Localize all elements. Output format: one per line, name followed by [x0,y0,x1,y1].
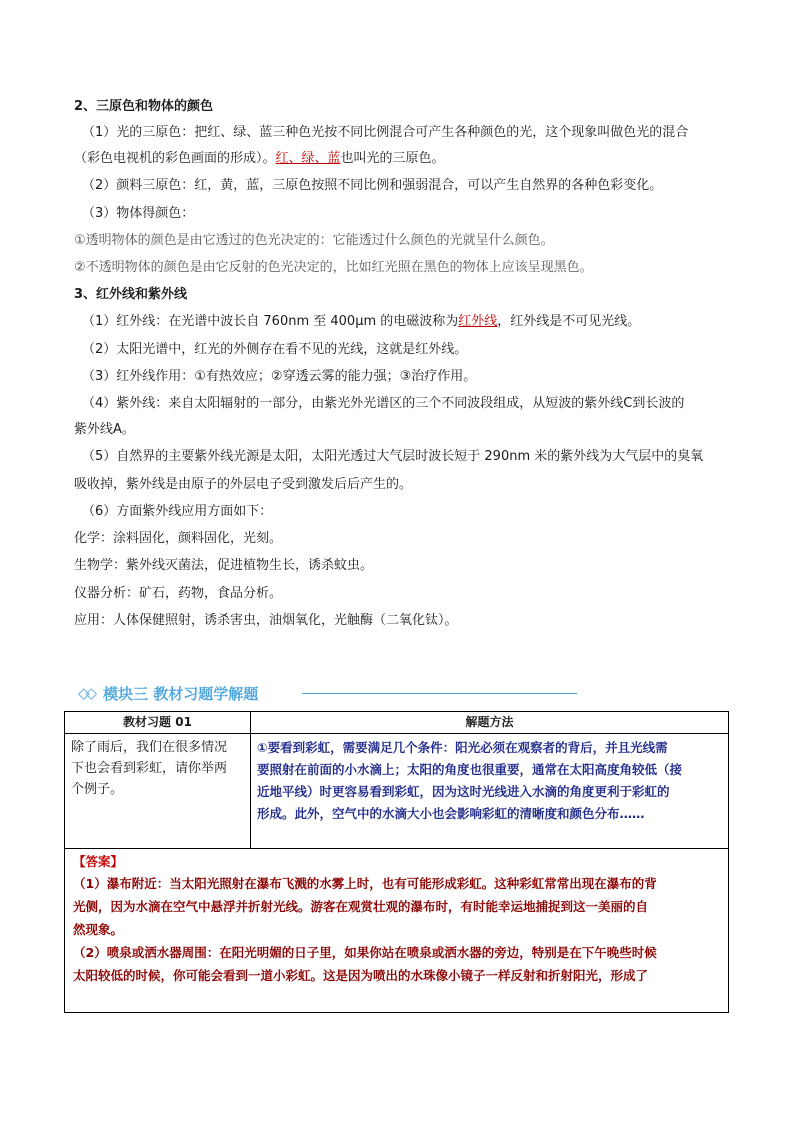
table-divider [65,733,728,734]
table-header-method: 解题方法 [465,715,514,729]
text-span: （1）红外线：在光谱中波长自 760nm 至 400μm 的电磁波称为 [82,314,459,329]
highlight-term: 红外线 [458,314,498,329]
module-divider [302,693,577,694]
paragraph-line: ①透明物体的颜色是由它透过的色光决定的：它能透过什么颜色的光就呈什么颜色。 [74,233,554,248]
exercise-table [64,711,729,1013]
method-line: 要照射在前面的小水滴上；太阳的角度也很重要，通常在太阳高度角较低（接 [257,762,683,777]
method-line: ①要看到彩虹，需要满足几个条件：阳光必须在观察者的背后，并且光线需 [257,740,668,755]
answer-line: （1）瀑布附近：当太阳光照射在瀑布飞溅的水雾上时，也有可能形成彩虹。这种彩虹常常出现在瀑布的背 [73,876,657,891]
method-line: 形成。此外，空气中的水滴大小也会影响彩虹的清晰度和颜色分布…… [257,806,645,821]
section-heading-primary-colors: 2、三原色和物体的颜色 [74,99,214,114]
table-header-exercise: 教材习题 01 [123,715,192,729]
paragraph-line: （6）方面紫外线应用方面如下： [82,504,273,519]
paragraph-line [82,313,640,331]
paragraph-line: （3）物体得颜色： [82,206,195,221]
exercise-question [71,737,247,800]
section-heading-infrared-ultraviolet: 3、红外线和紫外线 [74,287,188,302]
solution-method [257,737,723,825]
answer-label: 【答案】 [73,854,124,869]
method-line: 近地平线）时更容易看到彩虹，因为这时光线进入水滴的角度更利于彩虹的 [257,784,670,799]
question-line: 除了雨后，我们在很多情况 [71,740,228,755]
paragraph-line: 应用：人体保健照射，诱杀害虫，油烟氧化，光触酶（二氧化钛）。 [74,613,458,628]
paragraph-line: （3）红外线作用：①有热效应；②穿透云雾的能力强；③治疗作用。 [82,369,477,384]
paragraph-line: （2）颜料三原色：红，黄，蓝，三原色按照不同比例和强弱混合，可以产生自然界的各种色彩变化。 [82,178,663,193]
question-line: 个例子。 [71,782,124,797]
answer-line: 太阳较低的时候，你可能会看到一道小彩虹。这是因为喷出的水珠像小镜子一样反射和折射阳光，形成了 [73,968,649,983]
paragraph-line: 仪器分析：矿石，药物，食品分析。 [74,586,283,601]
text-span: ，红外线是不可见光线。 [497,314,641,329]
table-divider [65,848,728,849]
paragraph-line: 吸收掉，紫外线是由原子的外层电子受到激发后后产生的。 [74,477,413,492]
paragraph-line: 化学：涂料固化，颜料固化，光刻。 [74,531,283,546]
paragraph-line: （2）太阳光谱中，红光的外侧存在看不见的光线，这就是红外线。 [82,342,468,357]
paragraph-line: 紫外线A。 [74,422,135,437]
paragraph-line: （4）紫外线：来自太阳辐射的一部分，由紫光外光谱区的三个不同波段组成，从短波的紫外线C到长波的 [82,396,685,411]
module-title: 模块三 教材习题学解题 [103,684,259,703]
double-diamond-icon: ◇◇ [78,684,94,702]
answer-text [73,872,725,987]
module-header [78,682,258,704]
paragraph-line: 生物学：紫外线灭菌法，促进植物生长，诱杀蚊虫。 [74,558,374,573]
text-span: （彩色电视机的彩色画面的形成）。 [74,151,276,166]
paragraph-line: ②不透明物体的颜色是由它反射的色光决定的，比如红光照在黑色的物体上应该呈现黑色。 [74,260,593,275]
paragraph-line: （5）自然界的主要紫外线光源是太阳，太阳光透过大气层时波长短于 290nm 米的紫外线为大气层中的臭氧 [82,449,704,464]
question-line: 下也会看到彩虹，请你举两 [71,761,228,776]
paragraph-line: （1）光的三原色：把红、绿、蓝三种色光按不同比例混合可产生各种颜色的光，这个现象叫做色光的混合 [82,125,689,140]
highlight-term: 红、绿、蓝 [275,151,341,166]
text-span: 也叫光的三原色。 [340,151,445,166]
answer-line: （2）喷泉或洒水器周围：在阳光明媚的日子里，如果你站在喷泉或洒水器的旁边，特别是在下午晚些时候 [73,945,657,960]
answer-line: 然现象。 [73,922,124,937]
paragraph-line [74,150,445,168]
answer-line: 光侧，因为水滴在空气中悬浮并折射光线。游客在观赏壮观的瀑布时，有时能幸运地捕捉到这一美丽的自 [73,899,649,914]
